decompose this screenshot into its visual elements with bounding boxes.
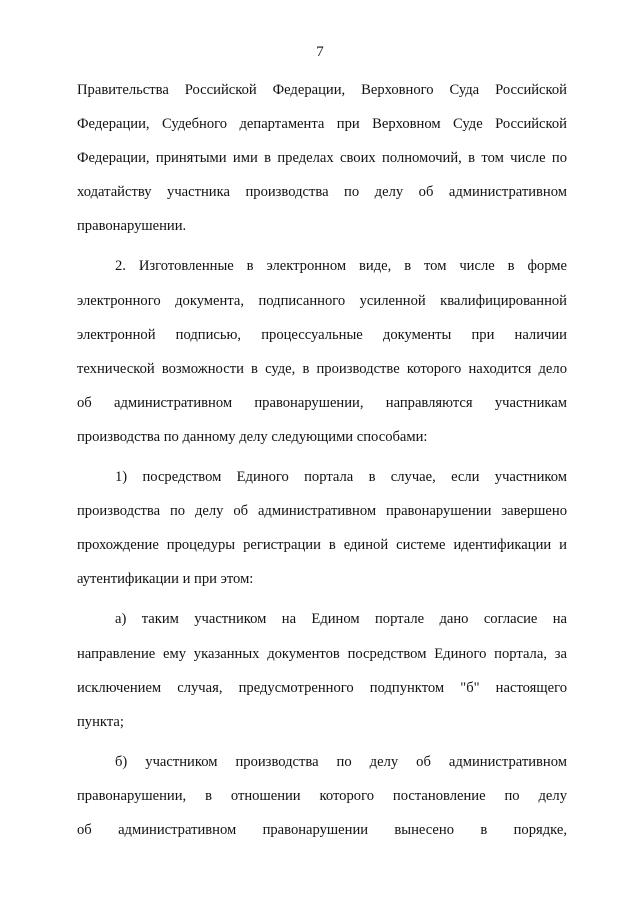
paragraph-4 [77,607,567,743]
text-line: 1) посредством Единого портала в случае, если участником [115,469,567,486]
paragraph-2 [77,254,567,459]
text-line: пункта; [77,713,124,730]
text-line: Федерации, принятыми ими в пределах своих полномочий, в том числе по [77,150,567,167]
text-line: правонарушении. [77,218,187,235]
text-line: аутентификации и при этом: [77,571,254,588]
text-line: производства по данному делу следующими способами: [77,428,428,445]
paragraph-3 [77,465,567,601]
text-line: б) участником производства по делу об административном [115,753,567,770]
text-line: Федерации, Судебного департамента при Верховном Суде Российской [77,116,567,133]
text-line: производства по делу об административном правонарушении завершено [77,503,567,520]
text-line: прохождение процедуры регистрации в единой системе идентификации и [77,537,567,554]
body-text [77,78,567,852]
text-line: об административном правонарушении, направляются участникам [77,394,567,411]
text-line: направление ему указанных документов посредством Единого портала, за [77,645,567,662]
text-line: Правительства Российской Федерации, Верховного Суда Российской [77,82,567,98]
text-line: об административном правонарушении вынесено в порядке, [77,821,567,838]
text-line: исключением случая, предусмотренного подпунктом "б" настоящего [77,679,567,696]
text-line: электронной подписью, процессуальные документы при наличии [77,326,567,343]
paragraph-5 [77,750,567,852]
text-line: ходатайству участника производства по делу об административном [77,184,567,201]
page-number: 7 [316,44,324,60]
text-line: технической возможности в суде, в производстве которого находится дело [77,360,567,377]
text-line: правонарушении, в отношении которого постановление по делу [77,787,567,804]
paragraph-1 [77,78,567,248]
text-line: электронного документа, подписанного усиленной квалифицированной [77,292,567,309]
text-line: а) таким участником на Едином портале дано согласие на [115,611,567,628]
text-line: 2. Изготовленные в электронном виде, в том числе в форме [115,258,567,275]
